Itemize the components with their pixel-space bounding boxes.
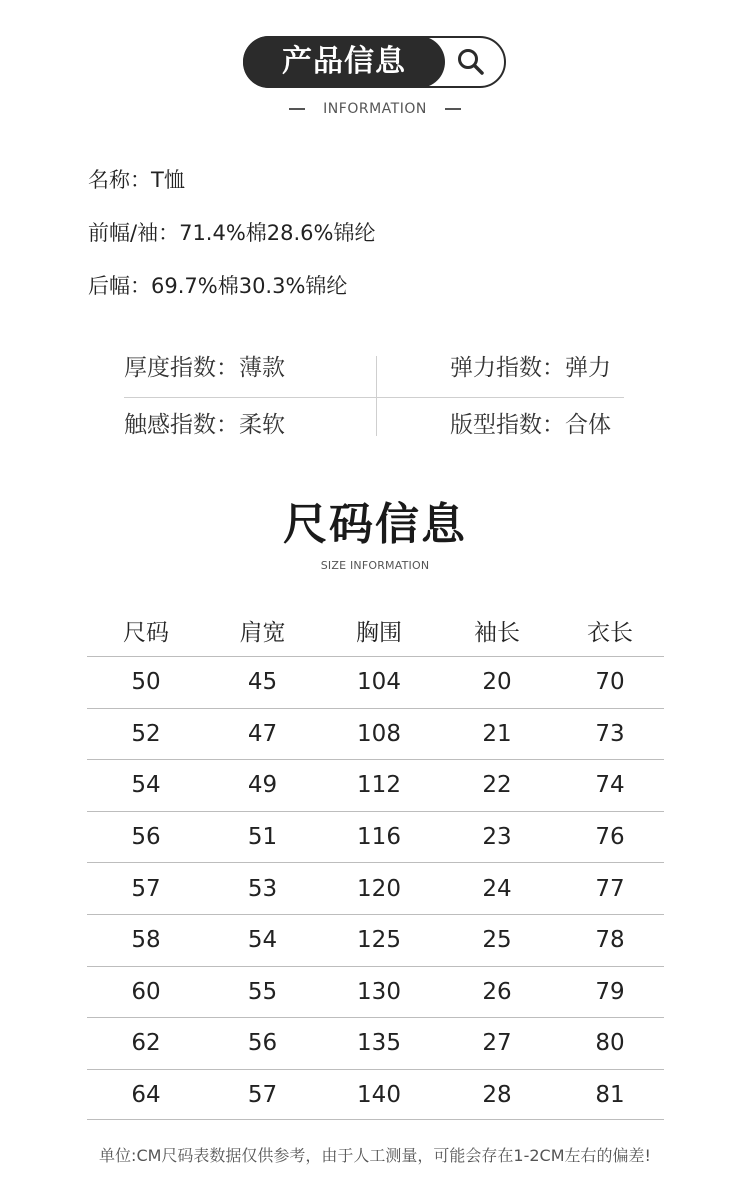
table-cell: 56 [131, 824, 161, 851]
table-header-cell: 尺码 [123, 619, 169, 646]
index-horizontal-divider [124, 397, 624, 398]
table-cell: 50 [131, 669, 161, 696]
table-cell: 60 [131, 978, 161, 1005]
footnote: 单位:CM尺码表数据仅供参考，由于人工测量，可能会存在1-2CM左右的偏差! [99, 1146, 651, 1165]
table-cell: 76 [595, 824, 625, 851]
table-cell: 62 [131, 1030, 161, 1057]
info-value: 71.4%棉28.6%锦纶 [179, 221, 376, 245]
table-cell: 21 [482, 720, 512, 747]
table-cell: 45 [247, 669, 278, 696]
table-cell: 108 [357, 720, 401, 747]
table-header-cell: 胸围 [356, 619, 402, 646]
header-subtitle-text: INFORMATION [323, 101, 427, 117]
header-subtitle [0, 101, 750, 117]
table-row [87, 1069, 664, 1121]
size-section-title: 尺码信息 [283, 499, 467, 550]
table-cell: 25 [482, 927, 512, 954]
table-cell: 53 [247, 875, 278, 902]
table-cell: 22 [482, 772, 512, 799]
table-row [87, 1017, 664, 1069]
table-cell: 104 [357, 669, 401, 696]
table-cell: 26 [482, 978, 512, 1005]
table-row [87, 966, 664, 1018]
table-body [87, 656, 664, 1120]
info-label: 后幅： [88, 274, 151, 298]
index-elasticity: 弹力指数：弹力 [450, 355, 611, 381]
table-cell: 81 [595, 1081, 625, 1108]
table-cell: 125 [357, 927, 401, 954]
table-cell: 80 [595, 1030, 625, 1057]
table-cell: 78 [595, 927, 625, 954]
table-header-cell: 肩宽 [239, 619, 286, 646]
table-cell: 28 [482, 1081, 512, 1108]
info-value: T恤 [151, 168, 185, 192]
table-cell: 24 [482, 875, 512, 902]
table-cell: 77 [595, 875, 625, 902]
table-row [87, 708, 664, 760]
table-cell: 52 [131, 720, 161, 747]
table-row [87, 759, 664, 811]
table-cell: 130 [357, 978, 401, 1005]
table-cell: 54 [131, 772, 161, 799]
index-vertical-divider [376, 356, 377, 436]
size-section-subtitle: SIZE INFORMATION [320, 559, 430, 572]
dash-right [445, 108, 461, 110]
table-cell: 73 [595, 720, 625, 747]
table-cell: 140 [357, 1081, 401, 1108]
table-cell: 47 [247, 720, 278, 747]
table-header-cell: 衣长 [587, 619, 633, 646]
info-line-name [88, 165, 185, 195]
table-cell: 74 [595, 772, 625, 799]
table-row [87, 656, 664, 708]
info-line-back [88, 271, 347, 301]
table-cell: 55 [247, 978, 278, 1005]
table-cell: 57 [247, 1081, 278, 1108]
table-header-cell: 袖长 [474, 619, 520, 646]
table-cell: 112 [357, 772, 401, 799]
table-header-row [87, 604, 664, 656]
table-cell: 23 [482, 824, 512, 851]
info-label: 名称： [88, 168, 151, 192]
table-row [87, 914, 664, 966]
table-cell: 54 [247, 927, 278, 954]
table-cell: 70 [595, 669, 625, 696]
table-cell: 56 [247, 1030, 278, 1057]
table-cell: 58 [131, 927, 161, 954]
info-label: 前幅/袖： [88, 221, 180, 245]
index-touch: 触感指数：柔软 [124, 412, 285, 438]
table-cell: 116 [357, 824, 401, 851]
table-cell: 49 [247, 772, 278, 799]
table-cell: 20 [482, 669, 512, 696]
table-cell: 51 [247, 824, 278, 851]
table-row [87, 811, 664, 863]
table-cell: 57 [131, 875, 161, 902]
size-table [87, 604, 664, 1120]
index-fit: 版型指数：合体 [450, 412, 611, 438]
table-cell: 135 [357, 1030, 401, 1057]
dash-left [289, 108, 305, 110]
info-value: 69.7%棉30.3%锦纶 [151, 274, 348, 298]
table-cell: 64 [131, 1081, 161, 1108]
index-thickness: 厚度指数：薄款 [124, 355, 285, 381]
table-cell: 27 [482, 1030, 512, 1057]
search-icon [452, 44, 492, 80]
table-cell: 79 [595, 978, 625, 1005]
page-title: 产品信息 [243, 36, 445, 88]
table-row [87, 862, 664, 914]
table-cell: 120 [357, 875, 401, 902]
info-line-front-sleeve [88, 218, 376, 248]
